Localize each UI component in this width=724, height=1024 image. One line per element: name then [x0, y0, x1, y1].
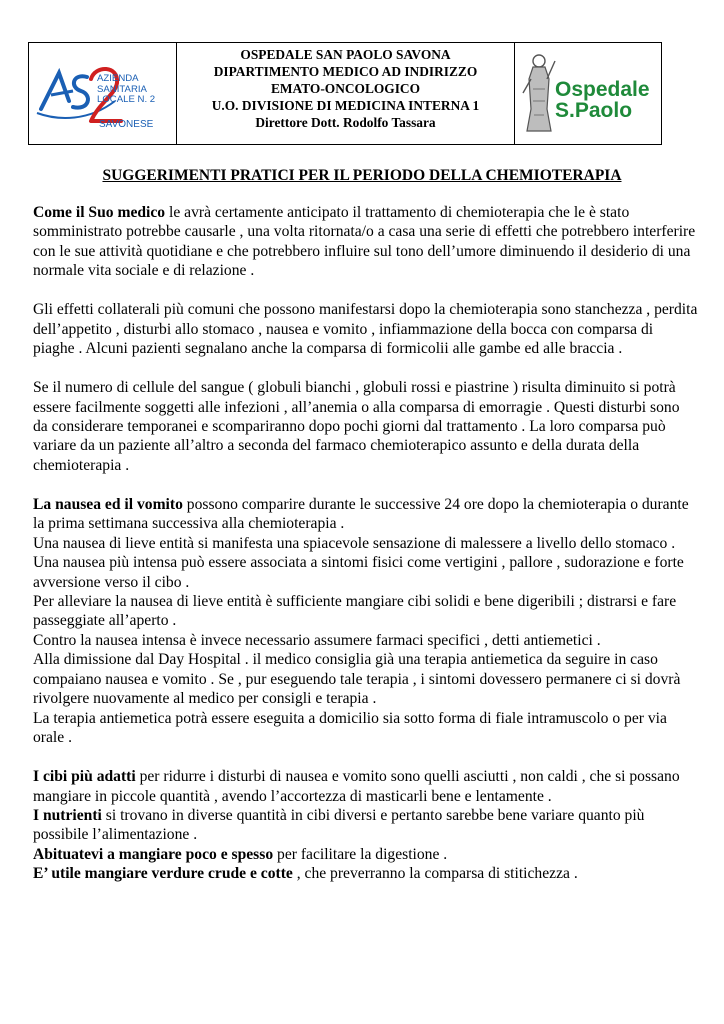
paragraph-13-text: per facilitare la digestione . — [273, 845, 448, 863]
paragraph-4 — [33, 495, 698, 534]
ospedale-logo-cell — [515, 43, 661, 144]
paragraph-13 — [33, 845, 698, 864]
paragraph-13-bold: Abituatevi a mangiare poco e spesso — [33, 845, 274, 863]
paragraph-11-text: per ridurre i disturbi di nausea e vomito sono quelli asciutti , non caldi , che si possano mangiare in piccole quantità , avendo l’accortezza di masticarli bene e lentamente . — [33, 768, 680, 805]
header-line-3: EMATO-ONCOLOGICO — [270, 81, 421, 96]
header-institution — [177, 43, 515, 144]
paragraph-1-bold: Come il Suo medico — [33, 204, 166, 221]
paragraph-9: Alla dimissione dal Day Hospital . il medico consiglia già una terapia antiemetica da seguire in caso compaiano nausea e vomito . Se , pur eseguendo tale terapia , i sintomi dovessero permanere ci si dovrà rivolgere nuovamente al medico per consigli e terapia . — [33, 651, 681, 708]
paragraph-8: Contro la nausea intensa è invece necessario assumere farmaci specifici , detti antiemetici . — [33, 631, 601, 649]
ospedale-line-2: S.Paolo — [555, 99, 633, 122]
paragraph-1 — [33, 203, 698, 281]
asl-line-3: LOCALE N. 2 — [97, 94, 156, 106]
paragraph-2: Gli effetti collaterali più comuni che possono manifestarsi dopo la chemioterapia sono stanchezza , perdita dell’appetito , disturbi allo stomaco , nausea e vomito , infiammazione della bocca con comparsa di piaghe . Alcuni pazienti segnalano anche la comparsa di formicolii alle gambe ed alle braccia . — [33, 301, 698, 358]
asl-line-1: AZIENDA — [97, 73, 139, 84]
header-line-5: Direttore Dott. Rodolfo Tassara — [255, 115, 436, 130]
paragraph-10: La terapia antiemetica potrà essere eseguita a domicilio sia sotto forma di fiale intramuscolo o per via orale . — [33, 709, 667, 747]
paragraph-11-bold: I cibi più adatti — [33, 768, 136, 786]
document-header — [28, 42, 662, 145]
asl-line-2: SANITARIA — [97, 83, 147, 95]
saint-statue-icon — [519, 49, 559, 139]
asl-city: SAVONESE — [99, 119, 154, 130]
header-line-2: DIPARTIMENTO MEDICO AD INDIRIZZO — [213, 64, 478, 79]
paragraph-12 — [33, 806, 698, 845]
paragraph-3: Se il numero di cellule del sangue ( globuli bianchi , globuli rossi e piastrine ) risulta diminuito si potrà essere facilmente soggetti alle infezioni , all’anemia o alla comparsa di emorragie . Questi disturbi sono da considerare temporanei e scompariranno dopo pochi giorni dal trattamento . La loro comparsa può variare da un paziente all’altro a seconda del farmaco chemioterapico assunto e della durata della chemioterapia . — [33, 379, 680, 474]
paragraph-14-text: , che preverranno la comparsa di stitichezza . — [292, 865, 578, 883]
ospedale-logo-text — [555, 79, 650, 121]
paragraph-14-bold: E’ utile mangiare verdure crude e cotte — [33, 865, 293, 883]
paragraph-11 — [33, 767, 698, 806]
paragraph-14 — [33, 864, 698, 883]
document-body — [33, 203, 698, 884]
paragraph-7: Per alleviare la nausea di lieve entità è sufficiente mangiare cibi solidi e bene digeribili ; distrarsi e fare passeggiate all’aperto . — [33, 593, 677, 630]
paragraph-5: Una nausea di lieve entità si manifesta una spiacevole sensazione di malessere a livello dello stomaco . — [33, 534, 676, 552]
paragraph-12-text: si trovano in diverse quantità in cibi diversi e pertanto sarebbe bene variare quanto più possibile l’alimentazione . — [33, 806, 645, 844]
asl-logo-text — [97, 74, 155, 106]
ospedale-line-1: Ospedale — [555, 78, 650, 101]
paragraph-1-text: le avrà certamente anticipato il trattamento di chemioterapia che le è stato somministrato potrebbe causarle , una volta ritornata/o a casa una serie di effetti che potrebbero interferire con le sue attività quotidiane e che potrebbero influire sul tono dell’umore diminuendo il desiderio di una normale vita sociale e di relazione . — [33, 204, 696, 280]
header-line-4: U.O. DIVISIONE DI MEDICINA INTERNA 1 — [211, 98, 480, 113]
paragraph-4-bold: La nausea ed il vomito — [33, 495, 183, 513]
paragraph-6: Una nausea più intensa può essere associata a sintomi fisici come vertigini , pallore , sudorazione e forte avversione verso il cibo . — [33, 554, 684, 591]
header-line-1: OSPEDALE SAN PAOLO SAVONA — [240, 47, 451, 62]
asl-logo-cell — [29, 43, 177, 144]
paragraph-4-text: possono comparire durante le successive 24 ore dopo la chemioterapia o durante la prima settimana successiva alla chemioterapia . — [33, 495, 689, 533]
document-title: SUGGERIMENTI PRATICI PER IL PERIODO DELLA CHEMIOTERAPIA — [102, 167, 622, 184]
paragraph-12-bold: I nutrienti — [33, 806, 102, 824]
